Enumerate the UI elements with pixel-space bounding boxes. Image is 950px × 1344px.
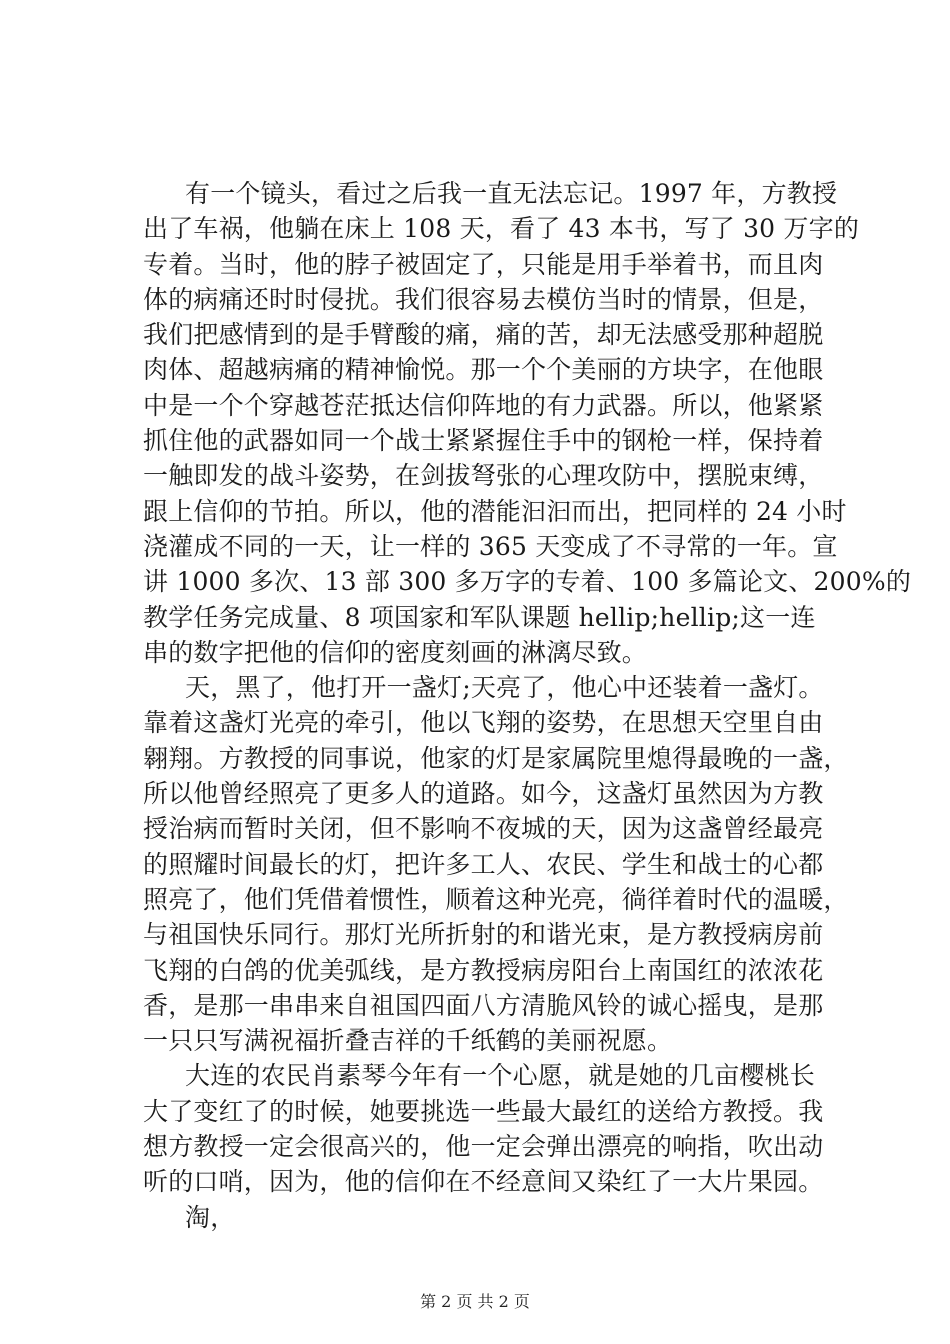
text-line: 中是一个个穿越苍茫抵达信仰阵地的有力武器。所以，他紧紧	[143, 390, 824, 420]
text-line: 天，黑了，他打开一盏灯;天亮了，他心中还装着一盏灯。	[185, 673, 824, 703]
text-line: 跟上信仰的节拍。所以，他的潜能汩汩而出，把同样的 24 小时	[143, 496, 847, 526]
text-line: 串的数字把他的信仰的密度刻画的淋漓尽致。	[143, 637, 648, 667]
text-line: 有一个镜头，看过之后我一直无法忘记。1997 年，方教授	[185, 179, 838, 208]
text-line: 体的病痛还时时侵扰。我们很容易去模仿当时的情景，但是，	[143, 284, 824, 314]
text-line: 香，是那一串串来自祖国四面八方清脆风铃的诚心摇曳，是那	[143, 990, 824, 1020]
text-line: 专着。当时，他的脖子被固定了，只能是用手举着书，而且肉	[143, 249, 824, 279]
text-line: 翱翔。方教授的同事说，他家的灯是家属院里熄得最晚的一盏，	[143, 743, 849, 773]
text-line: 淘，	[185, 1202, 236, 1232]
page-number-footer: 第 2 页 共 2 页	[420, 1292, 530, 1311]
text-line: 浇灌成不同的一天，让一样的 365 天变成了不寻常的一年。宣	[143, 531, 838, 561]
text-line: 所以他曾经照亮了更多人的道路。如今，这盏灯虽然因为方教	[143, 779, 824, 809]
text-line: 抓住他的武器如同一个战士紧紧握住手中的钢枪一样，保持着	[143, 426, 824, 456]
text-line: 肉体、超越病痛的精神愉悦。那一个个美丽的方块字，在他眼	[143, 355, 824, 385]
text-line: 讲 1000 多次、13 部 300 多万字的专着、100 多篇论文、200%的	[143, 567, 912, 597]
body-text	[143, 176, 912, 1235]
text-line: 与祖国快乐同行。那灯光所折射的和谐光束，是方教授病房前	[143, 920, 824, 950]
text-line: 大了变红了的时候，她要挑选一些最大最红的送给方教授。我	[143, 1096, 824, 1126]
text-line: 一触即发的战斗姿势，在剑拔弩张的心理攻防中，摆脱束缚，	[143, 461, 824, 491]
text-line: 出了车祸，他躺在床上 108 天，看了 43 本书，写了 30 万字的	[143, 214, 860, 244]
text-line: 想方教授一定会很高兴的，他一定会弹出漂亮的响指，吹出动	[143, 1132, 824, 1162]
text-line: 飞翔的白鸽的优美弧线，是方教授病房阳台上南国红的浓浓花	[143, 955, 824, 985]
text-line: 的照耀时间最长的灯，把许多工人、农民、学生和战士的心都	[143, 849, 824, 879]
text-line: 教学任务完成量、8 项国家和军队课题 hellip;hellip;这一连	[143, 602, 816, 632]
text-line: 靠着这盏灯光亮的牵引，他以飞翔的姿势，在思想天空里自由	[143, 708, 824, 738]
text-line: 大连的农民肖素琴今年有一个心愿，就是她的几亩樱桃长	[185, 1061, 816, 1091]
text-line: 授治病而暂时关闭，但不影响不夜城的天，因为这盏曾经最亮	[143, 814, 824, 844]
text-line: 我们把感情到的是手臂酸的痛，痛的苦，却无法感受那种超脱	[143, 320, 824, 350]
text-line: 一只只写满祝福折叠吉祥的千纸鹤的美丽祝愿。	[143, 1026, 673, 1056]
text-line: 照亮了，他们凭借着惯性，顺着这种光亮，徜徉着时代的温暖，	[143, 884, 849, 914]
text-line: 听的口哨，因为，他的信仰在不经意间又染红了一大片果园。	[143, 1167, 824, 1197]
